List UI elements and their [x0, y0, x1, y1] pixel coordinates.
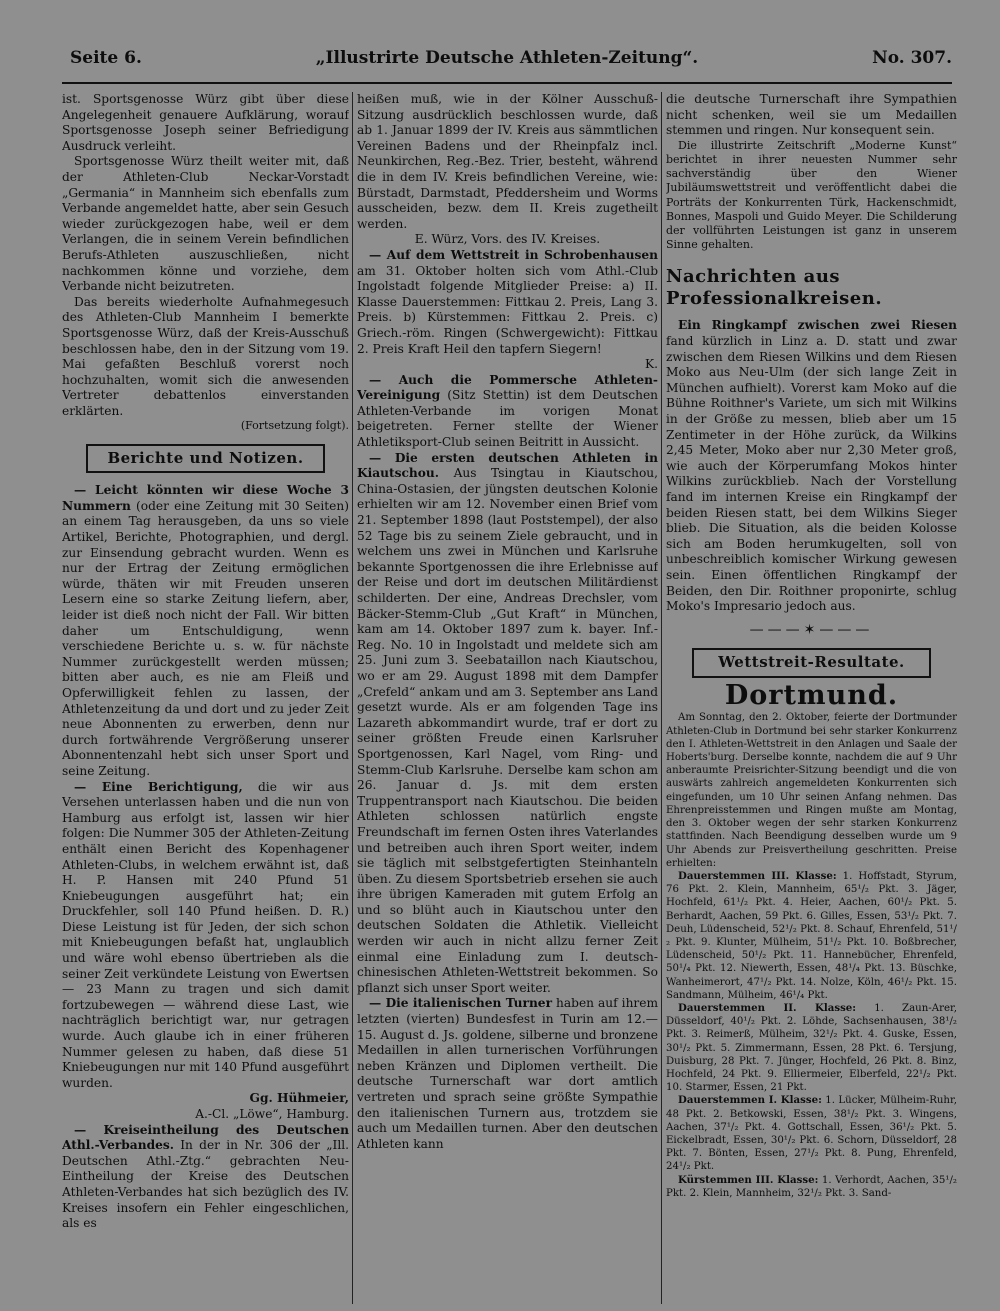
news-item	[666, 318, 957, 614]
result-text: 1. Lücker, Mülheim-Ruhr, 48 Pkt. 2. Betkowski, Essen, 38¹/₂ Pkt. 3. Wingens, Aachen, 37¹/₂ Pkt. 4. Gottschall, Essen, 36¹/₂ Pkt. 5. Eickelbradt, Essen, 30¹/₂ Pkt. 6. Schorn, Düsseldorf, 28 Pkt. 7. Bönten, Essen, 27¹/₂ Pkt. 8. Pung, Ehrenfeld, 24¹/₂ Pkt.	[666, 1095, 957, 1173]
header-rule	[62, 82, 952, 84]
result-item	[666, 1174, 957, 1200]
section-heading-reports: Berichte und Notizen.	[86, 444, 325, 474]
news-lead: Ein Ringkampf zwischen zwei Riesen	[678, 318, 957, 333]
result-text: 1. Zaun-Arer, Düsseldorf, 40¹/₂ Pkt. 2. Löhde, Sachsenhausen, 38¹/₂ Pkt. 3. Reimerß, Mülheim, 32¹/₂ Pkt. 4. Guske, Essen, 30¹/₂ Pkt. 5. Zimmermann, Essen, 28 Pkt. 6. Tersjung, Duisburg, 28 Pkt. 7. Jünger, Hochfeld, 26 Pkt. 8. Binz, Hochfeld, 24 Pkt. 9. Elliermeier, Elberfeld, 22¹/₂ Pkt. 10. Starmer, Essen, 21 Pkt.	[666, 1002, 957, 1094]
paragraph: heißen muß, wie in der Kölner Ausschuß-Sitzung ausdrücklich beschlossen wurde, daß ab 1. Januar 1899 der IV. Kreis aus sämmtlichen Vereinen Badens und der Rheinpfalz incl. Neunkirchen, Reg.-Bez. Trier, besteht, während die in dem IV. Kreis befindlichen Vereine, wie: Bürstadt, Darmstadt, Pfeddersheim und Worms ausscheiden, bezw. dem II. Kreis zugetheilt werden.	[357, 92, 658, 231]
news-item	[357, 248, 658, 357]
news-lead: — Auf dem Wettstreit in Schrobenhausen	[369, 247, 658, 262]
news-lead: — Kreiseintheilung des Deutschen Athl.-Verbandes.	[62, 1122, 349, 1153]
paragraph: Das bereits wiederholte Aufnahmegesuch des Athleten-Club Mannheim I bemerkte Sportsgenosse Würz, daß der Kreis-Ausschuß beschlossen habe, den in der Sitzung vom 19. Mai gefaßten Beschluß vorerst noch hochzuhalten, womit sich die anwesenden Vertreter debattenlos einverstanden erklärten.	[62, 294, 349, 418]
news-lead: — Auch die Pommersche Athleten-Vereinigung	[357, 372, 658, 403]
column-divider	[352, 92, 353, 1304]
result-lead: Dauerstemmen III. Klasse:	[678, 869, 837, 882]
news-text: (oder eine Zeitung mit 30 Seiten) an einem Tag herausgeben, da uns so viele Artikel, Berichte, Photographien, und dergl. zur Einsendung gebracht wurden. Wenn es nur der Ertrag der Zeitung ermöglichen würde, thäten wir mit Freuden unseren Lesern eine so starke Zeitung liefern, aber, leider ist dieß noch nicht der Fall. Wir bitten daher um Entschuldigung, wenn verschiedene Berichte u. s. w. für nächste Nummer zurückgestellt werden müssen; bitten aber auch, es nie am Fleiß und Opferwilligkeit fehlen zu lassen, der Athletenzeitung da und dort und zu jeder Zeit neue Abonnenten zu erwerben, denn nur durch fortwährende Vergrößerung unserer Abonnentenzahl hebt sich unser Sport und seine Zeitung.	[62, 498, 349, 778]
news-text: am 31. Oktober holten sich vom Athl.-Club Ingolstadt folgende Mitglieder Preise: a) II. Klasse Dauerstemmen: Fittkau 2. Preis, Lang 3. Preis. b) Kürstemmen: Fittkau 2. Preis. c) Griech.-röm. Ringen (Schwergewicht): Fittkau 2. Preis Kraft Heil den tapfern Siegern!	[357, 263, 658, 356]
news-item	[62, 1123, 349, 1232]
news-item	[62, 483, 349, 779]
news-lead: — Eine Berichtigung,	[74, 779, 243, 794]
page-header	[62, 48, 952, 74]
signature: E. Würz, Vors. des IV. Kreises.	[414, 232, 601, 247]
signature: K.	[645, 357, 658, 372]
ornament-divider: ———✶———	[749, 621, 874, 638]
column-2	[357, 92, 658, 1152]
news-text: (Sitz Stettin) ist dem Deutschen Athleten-Verbande im vorigen Monat beigetreten. Ferner stellte der Wiener Athletiksport-Club seinen Beitritt in Aussicht.	[357, 388, 658, 450]
news-item	[357, 996, 658, 1152]
result-item	[666, 1094, 957, 1173]
signature-club: A.-Cl. „Löwe“, Hamburg.	[195, 1107, 349, 1122]
issue-number: No. 307.	[872, 48, 952, 68]
paragraph: die deutsche Turnerschaft ihre Sympathien nicht schenken, weil sie um Medaillen stemmen und ringen. Nur konsequent sein.	[666, 92, 957, 138]
result-lead: Dauerstemmen II. Klasse:	[678, 1001, 857, 1014]
paragraph: ist. Sportsgenosse Würz gibt über diese Angelegenheit genauere Aufklärung, worauf Sportsgenosse Joseph seiner Befriedigung Ausdruck verleiht.	[62, 92, 349, 153]
section-heading-results: Wettstreit-Resultate.	[692, 648, 931, 678]
result-item	[666, 870, 957, 1002]
news-item	[357, 373, 658, 451]
results-intro: Am Sonntag, den 2. Oktober, feierte der Dortmunder Athleten-Club in Dortmund bei sehr starker Konkurrenz den I. Athleten-Wettstreit in den Anlagen und Saale der Hoberts'burg. Derselbe konnte, nachdem die auf 9 Uhr anberaumte Preisrichter-Sitzung beendigt und die von auswärts zahlreich angemeldeten Konkurrenten sich eingefunden, um 10 Uhr seinen Anfang nehmen. Das Ehrenpreisstemmen und Ringen mußte am Montag, den 3. Oktober wegen der sehr starken Konkurrenz stattfinden. Nach Beendigung desselben wurde um 9 Uhr Abends zur Preisvertheilung geschritten. Preise erhielten:	[666, 712, 957, 869]
paragraph: Die illustrirte Zeitschrift „Moderne Kunst“ berichtet in ihrer neuesten Nummer sehr sachverständig über den Wiener Jubiläumswettstreit und veröffentlicht dabei die Porträts der Konkurrenten Türk, Hackenschmidt, Bonnes, Maspoli und Guido Meyer. Die Schilderung der vollführten Leistungen ist ganz in unserem Sinne gehalten.	[666, 138, 957, 252]
result-item	[666, 1002, 957, 1094]
result-text: 1. Hoffstadt, Styrum, 76 Pkt. 2. Klein, Mannheim, 65¹/₂ Pkt. 3. Jäger, Hochfeld, 61¹/₂ Pkt. 4. Heier, Aachen, 60¹/₂ Pkt. 5. Berhardt, Aachen, 59 Pkt. 6. Gilles, Essen, 53¹/₂ Pkt. 7. Deuh, Lüdenscheid, 52¹/₂ Pkt. 8. Schauf, Ehrenfeld, 51¹/₂ Pkt. 9. Klunter, Mülheim, 51¹/₂ Pkt. 10. Boßbrecher, Lüdenscheid, 50¹/₂ Pkt. 11. Hannebücher, Ehrenfeld, 50¹/₄ Pkt. 12. Niewerth, Essen, 48¹/₄ Pkt. 13. Büschke, Wanheimerort, 47¹/₂ Pkt. 14. Nolze, Köln, 46¹/₂ Pkt. 15. Sandmann, Mülheim, 46¹/₄ Pkt.	[666, 870, 957, 1001]
news-text: haben auf ihrem letzten (vierten) Bundesfest in Turin am 12.—15. August d. Js. goldene, silberne und bronzene Medaillen in allen turnerischen Vorführungen neben Kränzen und Diplomen vertheilt. Die deutsche Turnerschaft war dort amtlich vertreten und sprach seine größte Sympathie den italienischen Turnern aus, trotzdem sie auch um Medaillen turnen. Aber den deutschen Athleten kann	[357, 996, 658, 1151]
city-heading: Dortmund.	[724, 679, 899, 711]
result-lead: Kürstemmen III. Klasse:	[678, 1173, 819, 1186]
result-text: 1. Verhordt, Aachen, 35¹/₂ Pkt. 2. Klein, Mannheim, 32¹/₂ Pkt. 3. Sand-	[666, 1174, 957, 1199]
paragraph: Sportsgenosse Würz theilt weiter mit, daß der Athleten-Club Neckar-Vorstadt „Germania“ in Mannheim sich ebenfalls zum Verbande angemeldet hatte, aber sein Gesuch wieder zurückgezogen habe, weil er dem Verlangen, die in seinem Verein befindlichen Berufs-Athleten auszuschließen, nicht nachkommen könne und vorziehe, dem Verbande nicht beizutreten.	[62, 154, 349, 294]
section-heading-professional: Nachrichten aus Professionalkreisen.	[666, 266, 883, 310]
column-divider	[661, 92, 662, 1304]
news-text: Aus Tsingtau in Kiautschou, China-Ostasien, der jüngsten deutschen Kolonie erhielten wir am 12. November einen Brief vom 21. September 1898 (laut Poststempel), der also 52 Tage bis zu seinem Ziele gebraucht, und in welchem uns zwei in München und Karlsruhe bekannte Sportgenossen die ihre Erlebnisse auf der Reise und dort im deutschen Militärdienst schilderten. Der eine, Andreas Drechsler, vom Bäcker-Stemm-Club „Gut Kraft“ in München, kam am 14. Oktober 1897 zum k. bayer. Inf.-Reg. No. 10 in Ingolstadt und meldete sich am 25. Juni zum 3. Seebataillon nach Kiautschou, wo er am 29. August 1898 mit dem Dampfer „Crefeld“ ankam und am 3. September ans Land gesetzt wurde. Als er am folgenden Tage ins Lazareth abkommandirt wurde, traf er dort zu seiner größten Freude einen Karlsruher Sportgenossen, Karl Nagel, vom Ring- und Stemm-Club Karlsruhe. Derselbe kam schon am 26. Januar d. Js. mit dem ersten Truppentransport nach Kiautschou. Die beiden Athleten schlossen natürlich engste Freundschaft im fernen Osten ihres Vaterlandes und betreiben auch ihren Sport weiter, indem sie täglich mit selbstgefertigten Steinhanteln üben. Zu diesem Sportsbetrieb ersehen sie auch ihre übrigen Kameraden mit gutem Erfolg an und so blüht auch in Kiautschou unter den deutschen Soldaten die Athletik. Vielleicht werden wir auch in nicht allzu ferner Zeit einmal eine Einladung zum I. deutsch-chinesischen Athleten-Wettstreit bekommen. So pflanzt sich unser Sport weiter.	[357, 466, 658, 995]
masthead-title: „Illustrirte Deutsche Athleten-Zeitung“.	[315, 48, 699, 68]
news-lead: — Leicht könnten wir diese Woche 3 Nummern	[62, 483, 349, 513]
news-text: fand kürzlich in Linz a. D. statt und zwar zwischen dem Riesen Wilkins und dem Riesen Moko aus Neu-Ulm (der sich lange Zeit in München aufhielt). Vorerst kam Moko auf die Bühne Roithner's Variete, um sich mit Wilkins in der Größe zu messen, blieb aber um 15 Zentimeter in der Höhe zurück, da Wilkins 2,45 Meter, Moko aber nur 2,30 Meter groß, wie auch der Körperumfang Mokos hinter Wilkins zurückblieb. Nach der Vorstellung fand im internen Kreise ein Ringkampf der beiden Riesen statt, bei dem Wilkins Sieger blieb. Die Situation, als die beiden Kolosse sich am Boden herumkugelten, soll von unbeschreiblich komischer Wirkung gewesen sein. Einen öffentlichen Ringkampf der Beiden, den Dir. Roithner proponirte, schlug Moko's Impresario jedoch aus.	[666, 334, 957, 614]
continuation-note: (Fortsetzung folgt).	[240, 419, 349, 433]
page-number: Seite 6.	[70, 48, 142, 68]
news-item	[62, 780, 349, 1092]
news-lead: — Die ersten deutschen Athleten in Kiautschou.	[357, 450, 658, 481]
news-text: In der in Nr. 306 der „Ill. Deutschen Athl.-Ztg.“ gebrachten Neu-Eintheilung der Kreise des Deutschen Athleten-Verbandes hat sich bezüglich des IV. Kreises insofern ein Fehler eingeschlichen, als es	[62, 1138, 349, 1231]
column-1	[62, 92, 349, 1232]
column-3	[666, 92, 957, 1200]
result-lead: Dauerstemmen I. Klasse:	[678, 1094, 822, 1107]
news-text: die wir aus Versehen unterlassen haben und die nun von Hamburg aus erfolgt ist, lassen wir hier folgen: Die Nummer 305 der Athleten-Zeitung enthält einen Bericht des Kopenhagener Athleten-Clubs, in welchem erwähnt ist, daß H. P. Hansen mit 240 Pfund 51 Kniebeugungen ausgeführt hat; ein Druckfehler, soll 140 Pfund heißen. D. R.) Diese Leistung ist für Jeden, der sich schon mit Kniebeugungen befaßt hat, unglaublich und wäre wohl ebenso übertrieben als die seiner Zeit verkündete Leistung von Ewertsen — 23 Mann zu tragen und sich damit fortzubewegen — während diese Last, wie nachträglich berichtigt war, nur getragen wurde. Auch glaube ich in einer früheren Nummer gelesen zu haben, daß diese 51 Kniebeugungen nur mit 140 Pfund ausgeführt wurden.	[62, 779, 349, 1090]
signature-text: Gg. Hühmeier,	[249, 1091, 349, 1106]
signature-name	[62, 1091, 349, 1107]
news-item	[357, 451, 658, 997]
news-lead: — Die italienischen Turner	[369, 996, 552, 1011]
